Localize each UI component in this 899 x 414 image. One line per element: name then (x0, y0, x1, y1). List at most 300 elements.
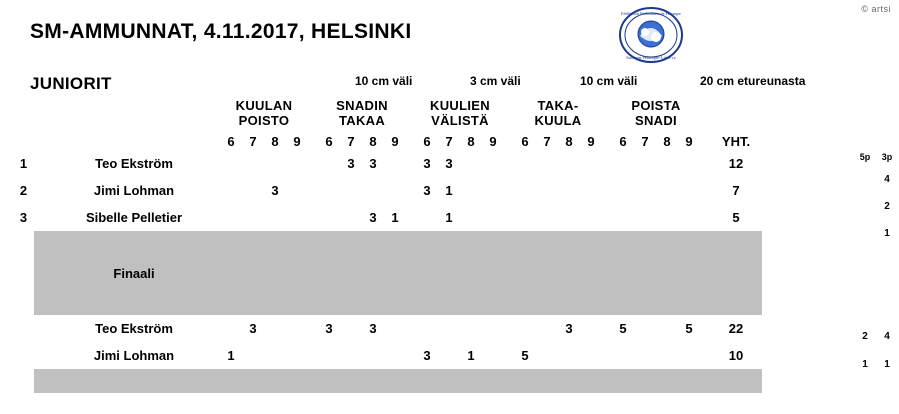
score-cell[interactable] (318, 150, 340, 177)
spacer (602, 231, 612, 255)
blank-cell (656, 291, 678, 315)
blank-cell (612, 231, 634, 255)
blank-cell (220, 291, 242, 315)
spacer (700, 369, 710, 393)
score-cell[interactable] (318, 177, 340, 204)
blank-cell (612, 255, 634, 291)
spacer (504, 255, 514, 291)
score-cell[interactable] (634, 315, 656, 342)
blank-cell (460, 231, 482, 255)
row-index: 1 (16, 150, 34, 177)
spacer (406, 231, 416, 255)
score-cell[interactable] (460, 204, 482, 231)
blank-cell (242, 255, 264, 291)
spacer (602, 150, 612, 177)
side-header-3p: 3p (881, 152, 893, 162)
distance-cell: 9 (286, 132, 308, 150)
score-cell[interactable] (340, 315, 362, 342)
blank-total-cell (710, 255, 762, 291)
row-index (16, 231, 34, 255)
total-column-header: YHT. (710, 132, 762, 150)
blank-cell (318, 231, 340, 255)
blank-cell (340, 255, 362, 291)
score-cell[interactable] (678, 342, 700, 369)
spacer (504, 315, 514, 342)
blank-cell (612, 369, 634, 393)
spacer (700, 132, 710, 150)
blank-cell (656, 231, 678, 255)
side-5p-final-2: 1 (862, 359, 868, 370)
score-cell[interactable] (482, 204, 504, 231)
spacer (700, 94, 710, 132)
spacer (700, 291, 710, 315)
blank-cell (482, 231, 504, 255)
score-cell[interactable] (482, 315, 504, 342)
spacer (406, 150, 416, 177)
score-cell[interactable] (384, 315, 406, 342)
spacer (700, 231, 710, 255)
score-cell[interactable] (634, 342, 656, 369)
blank-cell (536, 255, 558, 291)
blank-cell (438, 369, 460, 393)
blank-cell (678, 231, 700, 255)
spacer (504, 231, 514, 255)
blank-cell (264, 369, 286, 393)
score-cell[interactable] (612, 204, 634, 231)
spacer (34, 132, 220, 150)
blank-cell (438, 231, 460, 255)
score-cell[interactable] (580, 315, 602, 342)
page-title: SM-AMMUNNAT, 4.11.2017, HELSINKI (30, 20, 412, 43)
spacer (504, 132, 514, 150)
score-cell[interactable] (558, 150, 580, 177)
distance-cell: 6 (318, 132, 340, 150)
results-table (16, 94, 762, 393)
header-line-2: VÄLISTÄ (431, 113, 489, 128)
blank-cell (362, 255, 384, 291)
score-cell[interactable] (656, 315, 678, 342)
blank-cell (612, 291, 634, 315)
distance-cell: 9 (384, 132, 406, 150)
spacer (602, 177, 612, 204)
score-cell[interactable] (514, 150, 536, 177)
spacer (16, 94, 34, 132)
header-line-2: SNADI (635, 113, 677, 128)
blank-cell (340, 369, 362, 393)
blank-cell (634, 255, 656, 291)
score-cell[interactable]: 5 (514, 342, 536, 369)
blank-cell (460, 255, 482, 291)
blank-cell (656, 255, 678, 291)
score-cell[interactable] (634, 177, 656, 204)
blank-cell (286, 291, 308, 315)
distance-cell: 6 (612, 132, 634, 150)
blank-cell (634, 369, 656, 393)
score-cell[interactable] (536, 204, 558, 231)
spacer (602, 132, 612, 150)
score-cell[interactable]: 3 (242, 315, 264, 342)
score-cell[interactable]: 3 (318, 315, 340, 342)
score-cell[interactable]: 5 (678, 315, 700, 342)
side-3p-row-3: 1 (884, 228, 890, 239)
player-name: Jimi Lohman (34, 342, 220, 369)
blank-cell (318, 369, 340, 393)
row-index (16, 315, 34, 342)
score-cell[interactable]: 3 (416, 177, 438, 204)
score-cell[interactable] (612, 342, 634, 369)
score-cell[interactable] (460, 315, 482, 342)
score-cell[interactable]: 3 (438, 150, 460, 177)
federation-logo (618, 6, 684, 64)
score-cell[interactable] (678, 204, 700, 231)
blank-cell (318, 255, 340, 291)
blank-cell (242, 291, 264, 315)
column-header-kuulien-valista (416, 94, 504, 132)
row-index: 2 (16, 177, 34, 204)
blank-cell (384, 231, 406, 255)
score-cell[interactable]: 3 (264, 177, 286, 204)
spacer (406, 132, 416, 150)
separator-row (16, 231, 762, 255)
score-cell[interactable]: 3 (362, 315, 384, 342)
score-cell[interactable] (220, 177, 242, 204)
score-cell[interactable] (656, 150, 678, 177)
score-cell[interactable] (514, 177, 536, 204)
score-cell[interactable] (580, 204, 602, 231)
blank-cell (416, 291, 438, 315)
score-cell[interactable]: 1 (460, 342, 482, 369)
blank-cell (460, 291, 482, 315)
header-line-1: SNADIN (336, 98, 388, 113)
score-cell[interactable] (242, 177, 264, 204)
score-cell[interactable] (558, 342, 580, 369)
distance-cell: 7 (438, 132, 460, 150)
spacer (308, 132, 318, 150)
blank-cell (678, 369, 700, 393)
distance-cell: 6 (416, 132, 438, 150)
score-cell[interactable]: 5 (612, 315, 634, 342)
blank-cell (416, 231, 438, 255)
spacer (700, 255, 710, 291)
spacer (602, 94, 612, 132)
score-cell[interactable] (264, 342, 286, 369)
spacer (700, 150, 710, 177)
table-row (16, 342, 762, 369)
blank-cell (580, 255, 602, 291)
score-cell[interactable] (242, 204, 264, 231)
distance-numbers-row (16, 132, 762, 150)
header-line-1: KUULAN (235, 98, 293, 113)
spacer (700, 315, 710, 342)
score-cell[interactable] (384, 342, 406, 369)
spacer (308, 315, 318, 342)
separator-name-cell (34, 291, 220, 315)
spacer (308, 177, 318, 204)
score-cell[interactable] (220, 204, 242, 231)
score-cell[interactable] (318, 204, 340, 231)
distance-cell: 8 (656, 132, 678, 150)
spacer (308, 150, 318, 177)
score-cell[interactable] (536, 150, 558, 177)
distance-cell: 8 (558, 132, 580, 150)
final-section-label: Finaali (34, 255, 220, 291)
table-row (16, 204, 762, 231)
blank-cell (438, 291, 460, 315)
score-cell[interactable] (460, 177, 482, 204)
blank-cell (514, 369, 536, 393)
score-cell[interactable] (220, 150, 242, 177)
spacer (700, 204, 710, 231)
blank-cell (318, 291, 340, 315)
score-cell[interactable] (536, 315, 558, 342)
blank-cell (558, 255, 580, 291)
blank-cell (384, 291, 406, 315)
score-cell[interactable]: 1 (438, 177, 460, 204)
score-cell[interactable] (612, 177, 634, 204)
blank-cell (558, 369, 580, 393)
blank-cell (264, 231, 286, 255)
spacer (406, 94, 416, 132)
blank-cell (286, 255, 308, 291)
score-cell[interactable] (264, 315, 286, 342)
blank-cell (416, 369, 438, 393)
side-3p-final-2: 1 (884, 359, 890, 370)
spacer (34, 94, 220, 132)
blank-cell (438, 255, 460, 291)
score-cell[interactable] (362, 177, 384, 204)
score-cell[interactable] (536, 342, 558, 369)
score-cell[interactable] (558, 177, 580, 204)
score-cell[interactable] (580, 150, 602, 177)
score-cell[interactable] (384, 150, 406, 177)
score-cell[interactable] (340, 177, 362, 204)
blank-cell (482, 369, 504, 393)
score-cell[interactable] (482, 342, 504, 369)
blank-cell (416, 255, 438, 291)
blank-cell (634, 291, 656, 315)
score-cell[interactable] (514, 315, 536, 342)
spacer (602, 291, 612, 315)
blank-cell (286, 231, 308, 255)
header-line-1: POISTA (631, 98, 681, 113)
spacer (602, 342, 612, 369)
spacer (406, 177, 416, 204)
spacer (602, 204, 612, 231)
spacer (504, 342, 514, 369)
spacer (308, 369, 318, 393)
score-cell[interactable] (438, 342, 460, 369)
spacer (308, 231, 318, 255)
row-index (16, 342, 34, 369)
row-index (16, 369, 34, 393)
total-cell: 22 (710, 315, 762, 342)
score-cell[interactable] (286, 177, 308, 204)
total-cell: 12 (710, 150, 762, 177)
blank-cell (580, 291, 602, 315)
blank-cell (264, 255, 286, 291)
score-cell[interactable]: 3 (340, 150, 362, 177)
distance-cell: 7 (634, 132, 656, 150)
spacer (602, 255, 612, 291)
blank-cell (264, 291, 286, 315)
group-caption-3: 20 cm etureunasta (700, 74, 806, 88)
distance-cell: 9 (482, 132, 504, 150)
score-cell[interactable] (362, 342, 384, 369)
blank-cell (558, 231, 580, 255)
blank-cell (242, 369, 264, 393)
distance-cell: 6 (514, 132, 536, 150)
score-cell[interactable] (220, 315, 242, 342)
score-cell[interactable] (678, 150, 700, 177)
column-header-taka-kuula (514, 94, 602, 132)
score-cell[interactable] (286, 150, 308, 177)
spacer (700, 177, 710, 204)
svg-text:Fédération Finlandaise de Péta: Fédération Finlandaise de Pétanque (621, 11, 681, 16)
score-cell[interactable] (656, 204, 678, 231)
side-header-5p: 5p (859, 152, 871, 162)
svg-text:Suomen Pétanque-Liitto ry: Suomen Pétanque-Liitto ry (626, 55, 676, 60)
spacer (308, 255, 318, 291)
score-cell[interactable] (580, 177, 602, 204)
score-cell[interactable] (656, 177, 678, 204)
score-cell[interactable] (482, 177, 504, 204)
score-cell[interactable]: 3 (416, 342, 438, 369)
spacer (406, 342, 416, 369)
blank-cell (362, 291, 384, 315)
spacer (700, 342, 710, 369)
table-header-row (16, 94, 762, 132)
distance-cell: 6 (220, 132, 242, 150)
blank-cell (220, 369, 242, 393)
score-cell[interactable]: 1 (220, 342, 242, 369)
blank-cell (558, 291, 580, 315)
blank-cell (220, 255, 242, 291)
score-cell[interactable] (242, 342, 264, 369)
header-line-1: TAKA- (537, 98, 579, 113)
spacer (504, 177, 514, 204)
header-line-2: TAKAA (338, 113, 386, 128)
blank-total-cell (710, 231, 762, 255)
score-cell[interactable] (264, 150, 286, 177)
score-cell[interactable]: 3 (558, 315, 580, 342)
table-row (16, 177, 762, 204)
score-cell[interactable] (340, 204, 362, 231)
score-cell[interactable] (242, 150, 264, 177)
spacer (406, 204, 416, 231)
score-cell[interactable] (416, 315, 438, 342)
score-cell[interactable] (656, 342, 678, 369)
score-cell[interactable] (634, 150, 656, 177)
score-cell[interactable]: 3 (362, 150, 384, 177)
score-cell[interactable] (580, 342, 602, 369)
blank-cell (340, 291, 362, 315)
blank-cell (242, 231, 264, 255)
spacer (504, 369, 514, 393)
distance-cell: 7 (340, 132, 362, 150)
header-line-1: KUULIEN (430, 98, 490, 113)
total-cell: 5 (710, 204, 762, 231)
distance-cell: 8 (264, 132, 286, 150)
spacer (710, 94, 762, 132)
table-body (16, 94, 762, 393)
score-cell[interactable] (612, 150, 634, 177)
blank-cell (536, 369, 558, 393)
side-5p-final-1: 2 (862, 331, 868, 342)
blank-cell (340, 231, 362, 255)
score-cell[interactable] (286, 315, 308, 342)
score-cell[interactable] (482, 150, 504, 177)
score-cell[interactable] (634, 204, 656, 231)
score-cell[interactable] (438, 315, 460, 342)
distance-cell: 8 (460, 132, 482, 150)
spacer (16, 132, 34, 150)
score-cell[interactable] (340, 342, 362, 369)
blank-cell (384, 369, 406, 393)
score-cell[interactable] (514, 204, 536, 231)
spacer (504, 291, 514, 315)
final-header-row (16, 255, 762, 291)
blank-cell (678, 291, 700, 315)
spacer (308, 291, 318, 315)
distance-cell: 8 (362, 132, 384, 150)
row-index (16, 255, 34, 291)
total-cell: 7 (710, 177, 762, 204)
blank-cell (384, 255, 406, 291)
side-3p-final-1: 4 (884, 331, 890, 342)
row-index (16, 291, 34, 315)
distance-cell: 9 (580, 132, 602, 150)
score-cell[interactable] (264, 204, 286, 231)
score-cell[interactable]: 3 (416, 150, 438, 177)
column-header-snadin-takaa (318, 94, 406, 132)
blank-cell (656, 369, 678, 393)
score-cell[interactable]: 3 (362, 204, 384, 231)
blank-cell (220, 231, 242, 255)
group-caption-0: 10 cm väli (355, 74, 413, 88)
separator-name-cell (34, 231, 220, 255)
blank-cell (286, 369, 308, 393)
score-cell[interactable] (416, 204, 438, 231)
score-cell[interactable]: 1 (438, 204, 460, 231)
score-cell[interactable] (678, 177, 700, 204)
blank-cell (580, 231, 602, 255)
score-cell[interactable] (384, 177, 406, 204)
score-cell[interactable] (318, 342, 340, 369)
spacer (406, 315, 416, 342)
distance-cell: 7 (536, 132, 558, 150)
side-3p-row-1: 4 (884, 174, 890, 185)
spacer (406, 369, 416, 393)
score-cell[interactable] (558, 204, 580, 231)
blank-cell (514, 255, 536, 291)
score-cell[interactable] (460, 150, 482, 177)
score-cell[interactable] (286, 204, 308, 231)
player-name: Teo Ekström (34, 150, 220, 177)
blank-cell (678, 255, 700, 291)
player-name: Teo Ekström (34, 315, 220, 342)
group-caption-2: 10 cm väli (580, 74, 638, 88)
score-cell[interactable] (286, 342, 308, 369)
spacer (308, 204, 318, 231)
score-cell[interactable] (536, 177, 558, 204)
blank-total-cell (710, 291, 762, 315)
blank-total-cell (710, 369, 762, 393)
spacer (406, 255, 416, 291)
category-title: JUNIORIT (30, 74, 112, 93)
score-cell[interactable]: 1 (384, 204, 406, 231)
blank-cell (514, 291, 536, 315)
separator-name-cell (34, 369, 220, 393)
